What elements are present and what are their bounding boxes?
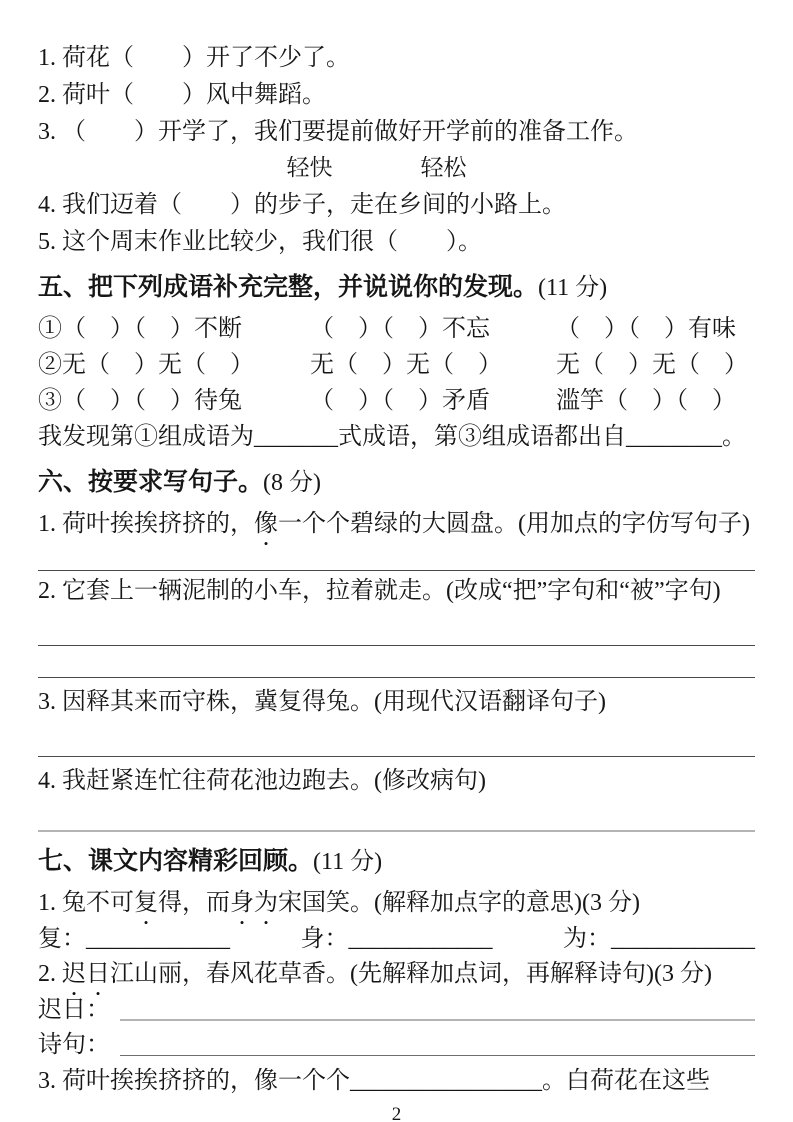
answer-blank-line <box>38 612 755 646</box>
section-seven-text-recall <box>38 844 755 1097</box>
page-number: 2 <box>391 1104 402 1122</box>
question-line: 2. 荷叶（ ）风中舞蹈。 <box>38 82 326 108</box>
question-line: 5. 这个周末作业比较少，我们很（ ）。 <box>38 229 482 255</box>
blank-label: 诗句： <box>38 1032 110 1058</box>
section-heading <box>38 270 755 305</box>
word-bank-item: 轻快 <box>286 155 333 180</box>
question-line: 4. 我们迈着（ ）的步子，走在乡间的小路上。 <box>38 192 566 218</box>
answer-blank-line <box>38 802 755 832</box>
idiom-row <box>38 349 755 381</box>
discovery-line: 我发现第①组成语为_______式成语，第③组成语都出自________。 <box>38 424 746 450</box>
labeled-answer-line <box>38 1030 755 1060</box>
question-line: 3. （ ）开学了，我们要提前做好开学前的准备工作。 <box>38 119 638 145</box>
blank-label: 迟日： <box>38 997 110 1023</box>
question-line: 4. 我赶紧连忙往荷花池边跑去。(修改病句) <box>38 768 486 794</box>
idiom-row <box>38 385 755 417</box>
page-footer <box>38 1103 755 1122</box>
section-six-sentences <box>38 465 755 832</box>
question-line: 2. 迟日江山丽，春风花草香。(先解释加点词，再解释诗句)(3 分) <box>38 961 712 987</box>
question-line: 3. 荷叶挨挨挤挤的，像一个个________________。白荷花在这些 <box>38 1068 710 1094</box>
section-five-idioms <box>38 270 755 453</box>
word-bank <box>38 153 715 183</box>
question-line: 2. 它套上一辆泥制的小车，拉着就走。(改成“把”字句和“被”字句) <box>38 578 721 604</box>
section-score: (11 分) <box>313 849 383 875</box>
question-line: 1. 荷花（ ）开了不少了。 <box>38 45 350 71</box>
question-line: 1. 荷叶挨挨挤挤的，像一个个碧绿的大圆盘。(用加点的字仿写句子) <box>38 511 750 537</box>
question-line: 1. 兔不可复得，而身为宋国笑。(解释加点字的意思)(3 分) <box>38 890 640 916</box>
answer-blank-line <box>38 650 755 678</box>
labeled-blank: 身：____________ <box>300 926 493 952</box>
section-title: 六、按要求写句子。 <box>38 468 264 496</box>
section-heading <box>38 465 755 500</box>
answer-blank-line <box>120 1019 755 1021</box>
idiom-blank: （ ）（ ）有味 <box>556 316 736 342</box>
idiom-blank: ③（ ）（ ）待兔 <box>38 388 242 414</box>
section-score: (8 分) <box>263 470 321 496</box>
idiom-blank: （ ）（ ）不忘 <box>310 316 490 342</box>
idiom-blank: ①（ ）（ ）不断 <box>38 316 242 342</box>
labeled-blank: 复：____________ <box>38 926 230 952</box>
answer-blank-line <box>38 545 755 571</box>
idiom-blank: （ ）（ ）矛盾 <box>310 388 490 414</box>
word-bank-item: 轻松 <box>420 155 467 180</box>
idiom-blank: ②无（ ）无（ ） <box>38 352 254 378</box>
answer-blank-line <box>38 723 755 757</box>
idiom-blank: 滥竽（ ）（ ） <box>556 388 736 414</box>
question-line: 3. 因释其来而守株，冀复得兔。(用现代汉语翻译句子) <box>38 689 606 715</box>
answer-blank-line <box>120 1055 755 1056</box>
idiom-blank: 无（ ）无（ ） <box>556 352 748 378</box>
section-title: 七、课文内容精彩回顾。 <box>38 847 314 875</box>
labeled-blank: 为：____________ <box>563 926 755 952</box>
labeled-answer-line <box>38 995 755 1025</box>
idiom-blank: 无（ ）无（ ） <box>310 352 502 378</box>
section-heading <box>38 844 755 879</box>
section-score: (11 分) <box>538 275 608 301</box>
section-title: 五、把下列成语补充完整，并说说你的发现。 <box>38 273 539 301</box>
idiom-row <box>38 313 755 345</box>
section-four-fill-blanks <box>38 42 755 258</box>
